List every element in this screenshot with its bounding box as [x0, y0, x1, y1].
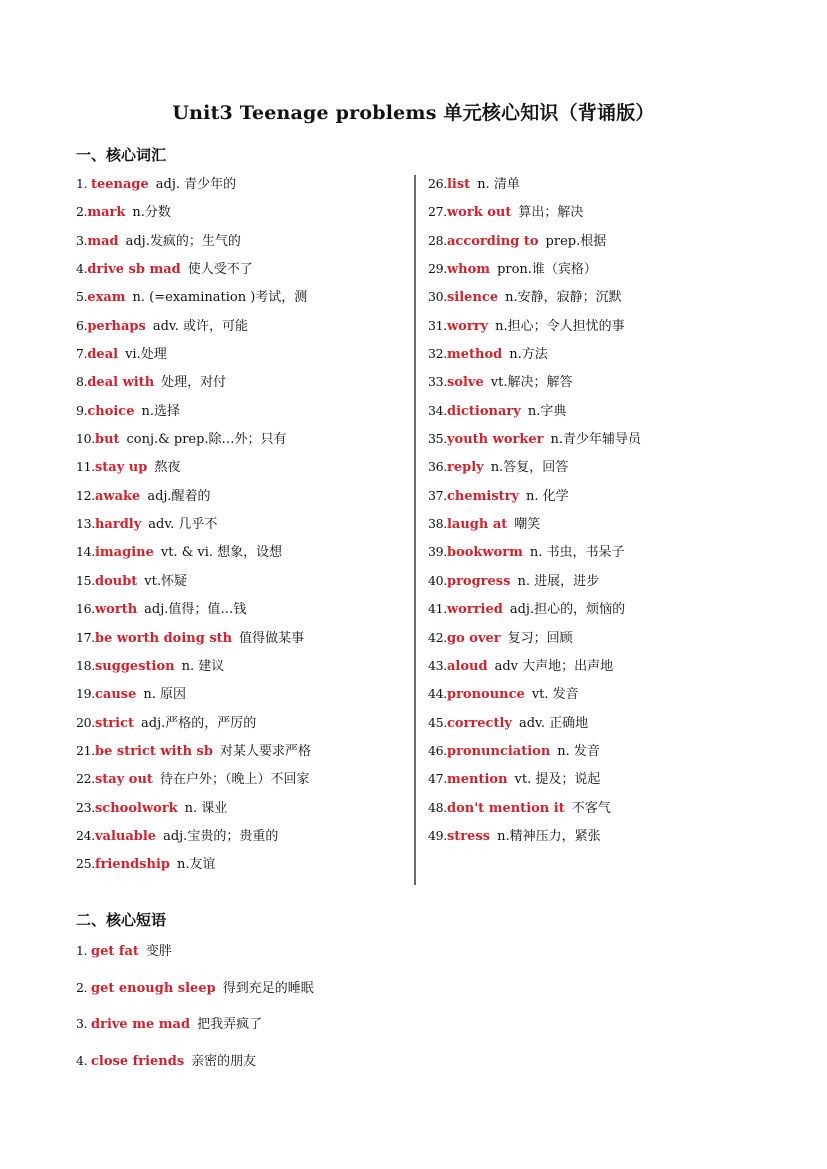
entry-term: go over [446, 630, 501, 646]
entry-definition: 把我弄疯了 [197, 1017, 263, 1033]
entry-definition: 待在户外；（晚上）不回家 [159, 772, 310, 788]
entry-definition: adj. 青少年的 [155, 177, 237, 192]
entry-term: suggestion [94, 658, 175, 674]
entry-definition: n. 书虫，书呆子 [529, 545, 625, 561]
entry-number: 26. [428, 176, 447, 191]
vocab-entry [76, 173, 406, 201]
entry-definition: n.青少年辅导员 [550, 432, 641, 448]
entry-number: 44. [428, 686, 447, 702]
entry-term: choice [87, 403, 135, 419]
entry-number: 22. [76, 771, 95, 787]
entry-number: 15. [76, 572, 95, 588]
entry-number: 11. [76, 459, 95, 475]
entry-term: drive me mad [91, 1017, 191, 1033]
entry-number: 28. [428, 232, 447, 248]
entry-definition: vt.怀疑 [144, 573, 187, 589]
entry-term: deal with [87, 375, 155, 391]
vocab-entry [428, 655, 758, 683]
entry-definition: n.担心；令人担忧的事 [495, 318, 625, 334]
entry-number: 31. [428, 317, 447, 333]
entry-term: bookworm [446, 545, 523, 561]
entry-term: exam [87, 290, 126, 306]
entry-term: stay out [94, 772, 153, 788]
entry-term: teenage [91, 177, 149, 192]
entry-term: hardly [94, 517, 142, 533]
entry-definition: 值得做某事 [239, 630, 305, 646]
entry-number: 46. [428, 742, 447, 758]
entry-number: 27. [428, 204, 447, 220]
entry-term: be strict with sb [94, 743, 213, 759]
entry-definition: n. 建议 [181, 658, 225, 674]
vocab-entry [428, 598, 758, 626]
entry-number: 23. [76, 799, 95, 815]
vocab-entry [76, 853, 406, 881]
entry-definition: adj.醒着的 [147, 488, 211, 504]
entry-term: according to [446, 233, 539, 249]
entry-definition: 得到充足的睡眠 [222, 980, 314, 996]
entry-definition: vt. 发音 [531, 687, 579, 703]
vocab-entry [428, 371, 758, 399]
vocab-entry [76, 485, 406, 513]
entry-definition: 对某人要求严格 [219, 743, 311, 759]
entry-definition: 使人受不了 [187, 262, 253, 278]
vocab-entry [428, 456, 758, 484]
phrase-entry [76, 977, 314, 1014]
entry-number: 13. [76, 516, 95, 532]
entry-number: 9. [76, 402, 88, 418]
vocab-entry [428, 343, 758, 371]
entry-definition: n. (=examination )考试，测 [132, 290, 308, 306]
entry-number: 32. [428, 346, 447, 362]
entry-term: awake [94, 488, 141, 504]
vocab-entry [428, 825, 758, 853]
entry-definition: n.字典 [527, 403, 567, 419]
entry-number: 35. [428, 431, 447, 447]
entry-definition: n.安静，寂静；沉默 [505, 290, 622, 306]
entry-term: doubt [94, 573, 138, 589]
vocab-entry [428, 570, 758, 598]
entry-number: 14. [76, 544, 95, 560]
entry-definition: adj.担心的，烦恼的 [509, 602, 626, 618]
entry-number: 47. [428, 771, 447, 787]
entry-number: 43. [428, 657, 447, 673]
entry-definition: adv. 几乎不 [148, 517, 218, 533]
entry-definition: n.精神压力，紧张 [497, 828, 601, 844]
vocab-entry [76, 343, 406, 371]
entry-number: 4. [76, 1053, 91, 1069]
entry-number: 10. [76, 431, 95, 447]
vocab-entry [76, 598, 406, 626]
vocab-entry [428, 768, 758, 796]
entry-definition: n. 进展，进步 [517, 573, 600, 589]
vocab-entry [76, 230, 406, 258]
entry-definition: n.选择 [141, 403, 181, 419]
entry-number: 20. [76, 714, 95, 730]
entry-term: stress [446, 828, 491, 844]
vocab-entry [428, 683, 758, 711]
entry-definition: vt.解决；解答 [490, 375, 573, 391]
entry-definition: vt. 提及；说起 [514, 772, 601, 788]
section-heading-phrases: 二、核心短语 [76, 911, 167, 929]
entry-number: 12. [76, 487, 95, 503]
entry-term: method [446, 347, 503, 363]
entry-definition: n. 发音 [557, 743, 600, 759]
vocab-entry [76, 825, 406, 853]
entry-term: mad [87, 233, 119, 249]
vocab-entry [76, 627, 406, 655]
entry-term: strict [94, 715, 135, 731]
entry-term: pronounce [446, 687, 525, 703]
vocab-entry [428, 428, 758, 456]
entry-definition: 变胖 [145, 944, 172, 959]
vocab-column-right [428, 173, 758, 853]
entry-definition: n. 原因 [143, 687, 187, 703]
entry-term: but [94, 432, 120, 448]
entry-term: perhaps [87, 318, 146, 334]
entry-term: get fat [91, 944, 139, 959]
vocab-entry [76, 768, 406, 796]
vocab-entry [428, 286, 758, 314]
entry-number: 34. [428, 402, 447, 418]
entry-number: 4. [76, 261, 88, 277]
entry-term: list [446, 177, 471, 192]
entry-number: 29. [428, 261, 447, 277]
entry-definition: n. 清单 [477, 177, 520, 192]
entry-definition: 熬夜 [154, 460, 181, 476]
entry-term: worry [446, 318, 489, 334]
entry-term: mark [87, 205, 126, 221]
vocab-entry [428, 797, 758, 825]
entry-definition: n.方法 [509, 347, 548, 363]
entry-definition: adj.值得；值…钱 [144, 602, 247, 618]
vocab-entry [428, 740, 758, 768]
entry-definition: 复习；回顾 [507, 630, 573, 646]
entry-definition: vi.处理 [125, 347, 167, 363]
entry-definition: 亲密的朋友 [191, 1054, 257, 1070]
vocab-entry [76, 371, 406, 399]
entry-term: aloud [446, 658, 488, 674]
entry-number: 2. [76, 979, 91, 995]
entry-definition: adv. 或许，可能 [152, 318, 248, 334]
entry-number: 3. [76, 232, 88, 248]
entry-term: dictionary [446, 403, 521, 419]
vocab-entry [428, 541, 758, 569]
vocab-entry [76, 201, 406, 229]
vocab-entry [76, 683, 406, 711]
entry-number: 33. [428, 374, 447, 390]
entry-number: 8. [76, 374, 88, 390]
entry-term: whom [446, 262, 491, 278]
entry-number: 48. [428, 799, 447, 815]
vocab-entry [428, 485, 758, 513]
entry-definition: adv 大声地；出声地 [494, 658, 614, 674]
entry-term: friendship [94, 857, 170, 873]
entry-number: 49. [428, 827, 447, 843]
entry-definition: prep.根据 [545, 233, 607, 249]
entry-term: get enough sleep [91, 980, 216, 996]
entry-term: silence [446, 290, 499, 306]
entry-number: 36. [428, 459, 447, 475]
entry-definition: vt. & vi. 想象，设想 [160, 545, 283, 561]
entry-definition: adj.严格的，严厉的 [141, 715, 257, 731]
entry-definition: n.友谊 [176, 857, 216, 873]
entry-number: 38. [428, 516, 447, 532]
entry-number: 2. [76, 204, 88, 220]
entry-term: solve [446, 375, 484, 391]
entry-term: worried [446, 602, 503, 618]
entry-term: laugh at [446, 517, 508, 533]
entry-term: correctly [446, 715, 512, 731]
vocab-column-left [76, 173, 406, 882]
entry-number: 3. [76, 1016, 91, 1032]
vocab-entry [428, 230, 758, 258]
entry-number: 1. [76, 943, 91, 958]
entry-definition: 算出；解决 [518, 205, 584, 221]
entry-definition: 处理，对付 [161, 375, 227, 391]
entry-definition: adj.宝贵的；贵重的 [163, 828, 279, 844]
entry-definition: conj.& prep.除…外；只有 [126, 432, 287, 448]
entry-term: worth [94, 602, 138, 618]
entry-definition: 嘲笑 [514, 517, 541, 533]
page-title: Unit3 Teenage problems 单元核心知识（背诵版） [172, 102, 655, 124]
entry-number: 24. [76, 827, 95, 843]
vocab-entry [428, 712, 758, 740]
vocab-entry [76, 570, 406, 598]
vocab-entry [76, 797, 406, 825]
phrase-entry [76, 1050, 314, 1087]
entry-definition: adj.发疯的；生气的 [125, 233, 241, 249]
entry-term: deal [87, 347, 119, 363]
entry-term: be worth doing sth [94, 630, 233, 646]
entry-term: stay up [94, 460, 148, 476]
vocab-entry [428, 173, 758, 201]
entry-definition: n. 课业 [184, 800, 228, 816]
column-divider [414, 175, 416, 885]
vocab-entry [428, 201, 758, 229]
entry-number: 30. [428, 289, 447, 305]
entry-definition: n.答复，回答 [490, 460, 569, 476]
phrase-entry [76, 940, 314, 977]
entry-term: progress [446, 573, 511, 589]
vocab-entry [76, 655, 406, 683]
vocab-entry [76, 286, 406, 314]
entry-number: 18. [76, 657, 95, 673]
entry-term: imagine [94, 545, 154, 561]
vocab-entry [428, 513, 758, 541]
entry-definition: n.分数 [132, 205, 171, 221]
entry-number: 16. [76, 601, 95, 617]
entry-term: chemistry [446, 488, 520, 504]
vocab-entry [428, 627, 758, 655]
vocab-entry [76, 541, 406, 569]
vocab-entry [76, 456, 406, 484]
vocab-entry [76, 258, 406, 286]
vocab-entry [428, 400, 758, 428]
entry-term: don't mention it [446, 800, 565, 816]
vocab-entry [76, 513, 406, 541]
entry-term: close friends [91, 1054, 185, 1070]
entry-number: 6. [76, 317, 88, 333]
entry-term: drive sb mad [87, 262, 181, 278]
vocab-entry [76, 400, 406, 428]
entry-number: 17. [76, 629, 95, 645]
entry-term: youth worker [446, 432, 544, 448]
entry-number: 21. [76, 742, 95, 758]
entry-number: 42. [428, 629, 447, 645]
vocab-entry [76, 740, 406, 768]
entry-number: 25. [76, 856, 95, 872]
entry-number: 39. [428, 544, 447, 560]
entry-term: valuable [94, 828, 157, 844]
entry-number: 7. [76, 346, 88, 362]
entry-definition: pron.谁（宾格） [497, 262, 597, 278]
entry-definition: 不客气 [571, 800, 611, 816]
vocab-entry [76, 428, 406, 456]
entry-number: 19. [76, 686, 95, 702]
entry-number: 1. [76, 176, 91, 191]
vocab-entry [76, 712, 406, 740]
vocab-entry [428, 315, 758, 343]
phrase-list [76, 940, 314, 1087]
entry-definition: n. 化学 [526, 488, 569, 504]
entry-number: 40. [428, 572, 447, 588]
entry-term: schoolwork [94, 800, 178, 816]
entry-number: 5. [76, 289, 88, 305]
entry-term: pronunciation [446, 743, 551, 759]
phrase-entry [76, 1013, 314, 1050]
entry-number: 41. [428, 601, 447, 617]
entry-term: mention [446, 772, 508, 788]
entry-number: 45. [428, 714, 447, 730]
entry-term: work out [446, 205, 512, 221]
vocab-entry [428, 258, 758, 286]
section-heading-vocabulary: 一、核心词汇 [76, 146, 167, 164]
entry-term: cause [94, 687, 137, 703]
vocab-entry [76, 315, 406, 343]
entry-number: 37. [428, 487, 447, 503]
entry-definition: adv. 正确地 [518, 715, 589, 731]
entry-term: reply [446, 460, 484, 476]
